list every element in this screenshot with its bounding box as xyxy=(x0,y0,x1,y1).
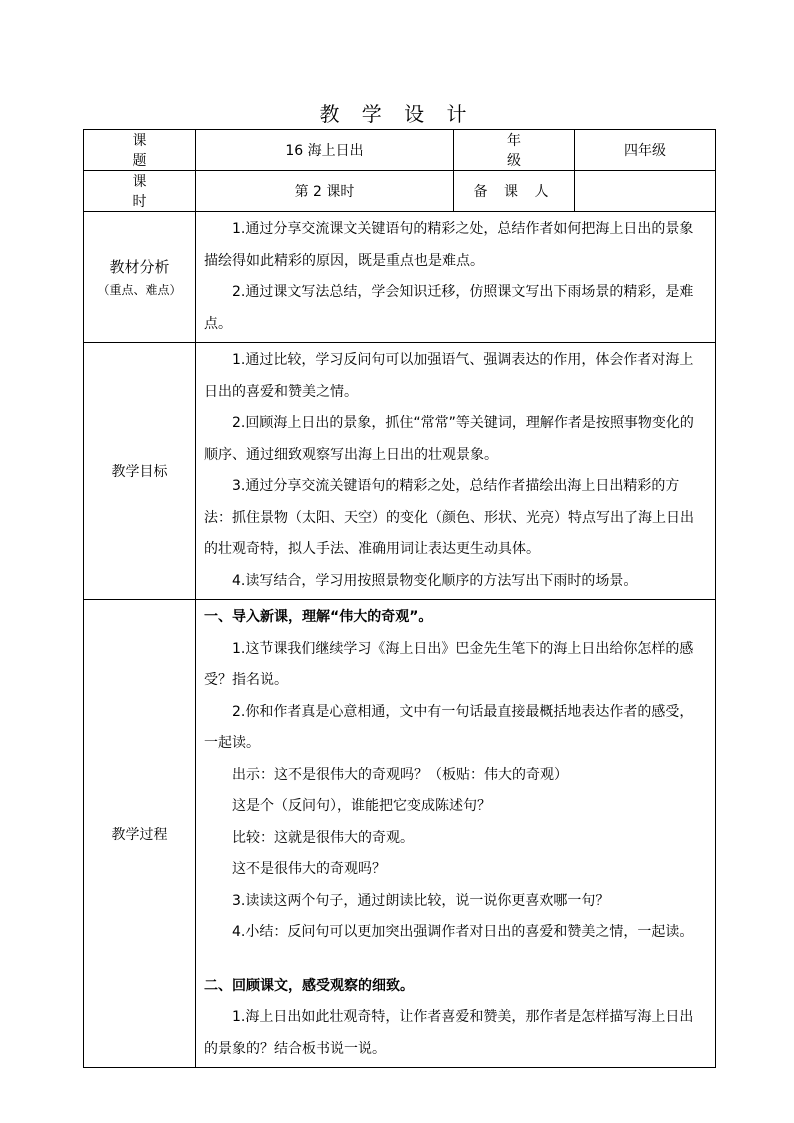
goals-row xyxy=(84,343,716,600)
goal-item: 3.通过分享交流关键语句的精彩之处，总结作者描绘出海上日出精彩的方法：抓住景物（太阳、天空）的变化（颜色、形状、光亮）特点写出了海上日出的壮观奇特，拟人手法、准确用词让表达更生动具体。 xyxy=(204,478,694,557)
goals-label: 教学目标 xyxy=(84,343,196,600)
period-label: 课 时 xyxy=(84,171,196,212)
process-label: 教学过程 xyxy=(84,600,196,1068)
process-paragraph: 这是个（反问句），谁能把它变成陈述句？ xyxy=(232,798,491,814)
goal-item: 4.读写结合，学习用按照景物变化顺序的方法写出下雨时的场景。 xyxy=(232,572,638,589)
analysis-content xyxy=(196,212,716,343)
page-title: 教 学 设 计 xyxy=(319,102,475,126)
process-paragraph: 这不是很伟大的奇观吗？ xyxy=(232,861,386,877)
process-paragraph: 1.这节课我们继续学习《海上日出》巴金先生笔下的海上日出给你怎样的感受？指名说。 xyxy=(204,640,694,688)
analysis-item: 2.通过课文写法总结，学会知识迁移，仿照课文写出下雨场景的精彩，是难点。 xyxy=(204,284,694,332)
process-paragraph: 2.你和作者真是心意相通，文中有一句话最直接最概括地表达作者的感受，一起读。 xyxy=(204,703,694,751)
analysis-label: 教材分析 xyxy=(109,258,170,276)
analysis-label-cell xyxy=(84,212,196,343)
process-paragraph: 比较：这就是很伟大的奇观。 xyxy=(232,829,414,846)
process-paragraph: 出示：这不是很伟大的奇观吗？（板贴：伟大的奇观） xyxy=(232,766,568,783)
grade-value: 四年级 xyxy=(575,130,716,171)
analysis-row xyxy=(84,212,716,343)
process-paragraph: 4.小结：反问句可以更加突出强调作者对日出的喜爱和赞美之情，一起读。 xyxy=(232,924,694,940)
goals-content xyxy=(196,343,716,600)
goal-item: 2.回顾海上日出的景象，抓住“常常”等关键词，理解作者是按照事物变化的顺序、通过细致观察写出海上日出的壮观景象。 xyxy=(204,415,694,463)
analysis-item: 1.通过分享交流课文关键语句的精彩之处，总结作者如何把海上日出的景象描绘得如此精彩的原因，既是重点也是难点。 xyxy=(204,221,694,269)
topic-label: 课 题 xyxy=(84,130,196,171)
analysis-sublabel: （重点、难点） xyxy=(97,283,182,297)
goal-item: 1.通过比较，学习反问句可以加强语气、强调表达的作用，体会作者对海上日出的喜爱和赞美之情。 xyxy=(204,352,694,400)
topic-row xyxy=(84,130,716,171)
topic-value: 16 海上日出 xyxy=(196,130,454,171)
section-heading: 二、回顾课文，感受观察的细致。 xyxy=(204,977,414,994)
lesson-plan-table xyxy=(83,129,716,1068)
process-row xyxy=(84,600,716,1068)
grade-label: 年 级 xyxy=(454,130,575,171)
preparer-value xyxy=(575,171,716,212)
period-row xyxy=(84,171,716,212)
section-heading: 一、导入新课，理解“伟大的奇观”。 xyxy=(204,609,433,625)
process-paragraph: 3.读读这两个句子，通过朗读比较，说一说你更喜欢哪一句？ xyxy=(232,892,610,909)
period-value: 第 2 课时 xyxy=(196,171,454,212)
process-paragraph: 1.海上日出如此壮观奇特，让作者喜爱和赞美，那作者是怎样描写海上日出的景象的？结合板书说一说。 xyxy=(204,1009,694,1057)
spacer xyxy=(204,949,707,971)
process-content xyxy=(196,600,716,1068)
preparer-label: 备 课 人 xyxy=(454,171,575,212)
